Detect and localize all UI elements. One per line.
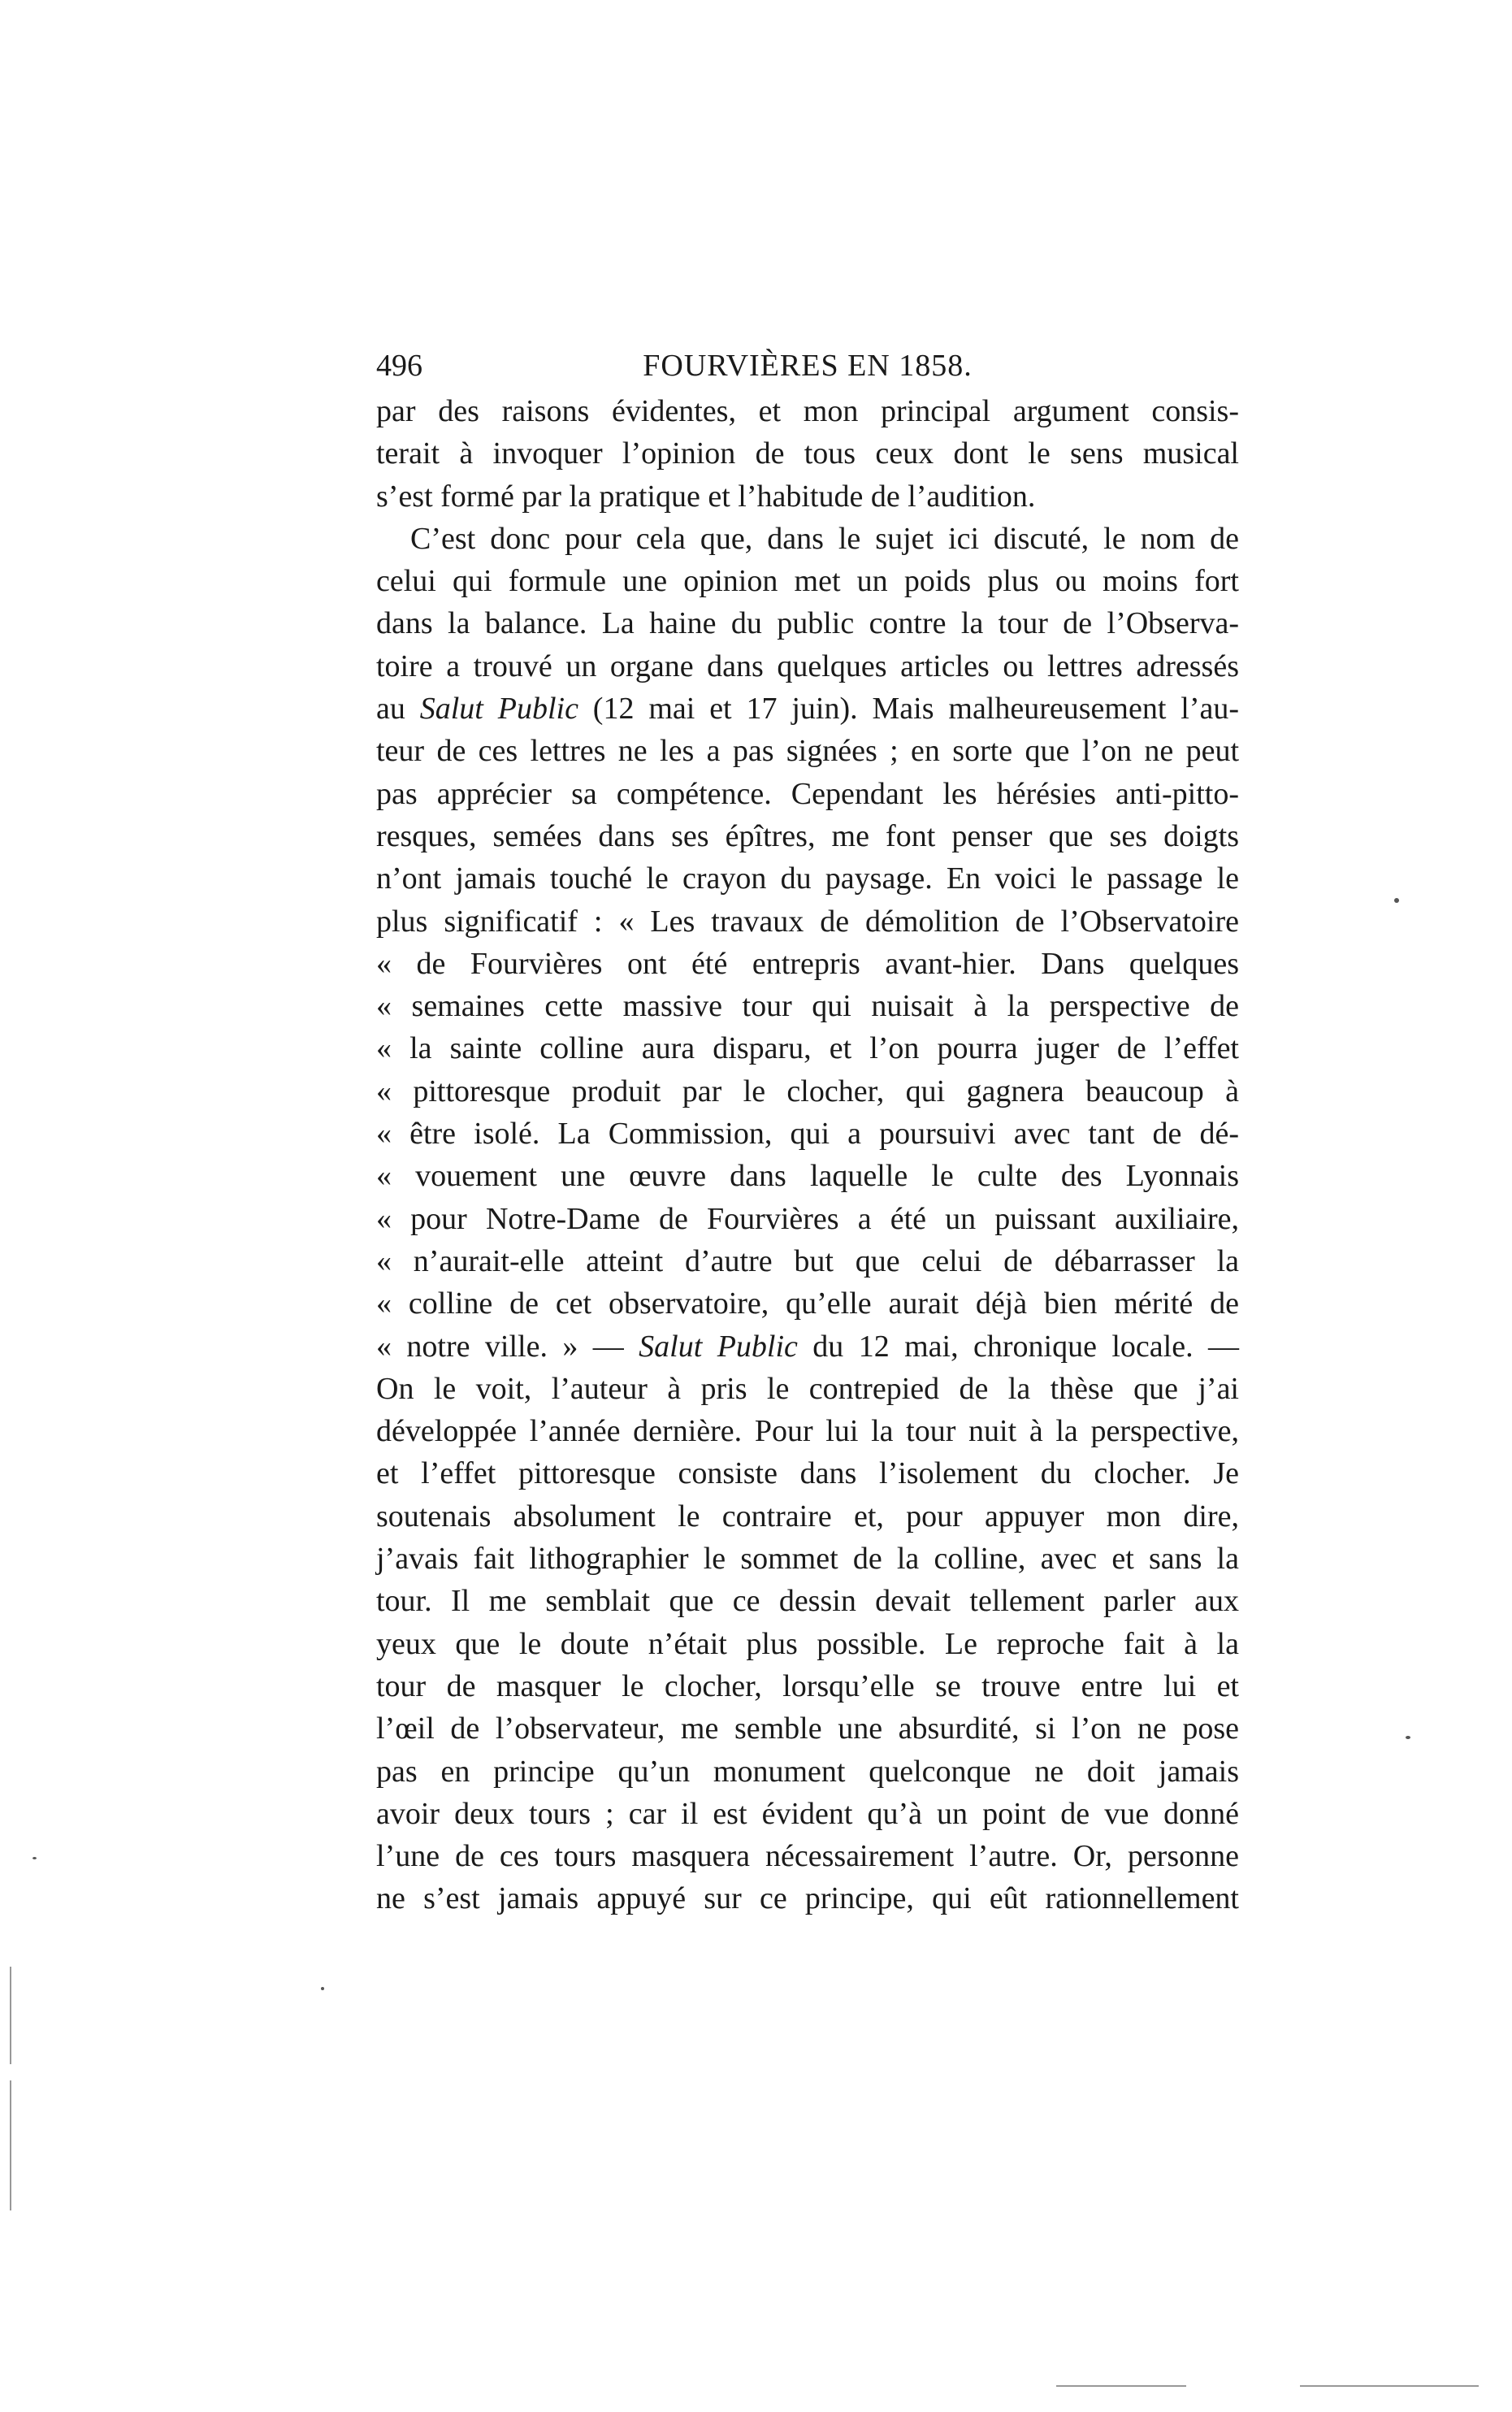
text-line: plus significatif : « Les travaux de démolition de l’Observatoire	[376, 904, 1239, 939]
text-line: tour de masquer le clocher, lorsqu’elle se trouve entre lui et	[376, 1668, 1239, 1703]
text-segment: (12 mai et 17 juin). Mais malheureusement l’au-	[578, 692, 1239, 727]
scan-edge-line	[1056, 2385, 1186, 2387]
italic-title: Salut Public	[419, 692, 578, 727]
text-line: s’est formé par la pratique et l’habitude de l’audition.	[376, 479, 1036, 514]
text-line: par des raisons évidentes, et mon principal argument consis-	[376, 394, 1239, 428]
text-line: soutenais absolument le contraire et, pour appuyer mon dire,	[376, 1499, 1239, 1534]
text-segment: du 12 mai, chronique locale. —	[797, 1329, 1239, 1364]
scan-edge-line	[10, 2080, 11, 2210]
italic-title: Salut Public	[639, 1329, 798, 1364]
text-line: j’avais fait lithographier le sommet de la colline, avec et sans la	[376, 1542, 1239, 1577]
scan-speck	[1394, 898, 1399, 903]
text-line: l’une de ces tours masquera nécessairement l’autre. Or, personne	[376, 1839, 1239, 1874]
scan-edge-line	[10, 1967, 11, 2064]
text-line: celui qui formule une opinion met un poids plus ou moins fort	[376, 564, 1239, 599]
text-line: ne s’est jamais appuyé sur ce principe, qui eût rationnellement	[376, 1881, 1239, 1916]
text-line: « être isolé. La Commission, qui a poursuivi avec tant de dé-	[376, 1117, 1239, 1152]
scan-speck	[321, 1987, 324, 1990]
text-line	[376, 1325, 1239, 1368]
text-line: teur de ces lettres ne les a pas signées ; en sorte que l’on ne peut	[376, 734, 1239, 769]
scan-edge-line	[1300, 2385, 1479, 2387]
text-line: pas apprécier sa compétence. Cependant les hérésies anti-pitto-	[376, 776, 1239, 811]
text-line: resques, semées dans ses épîtres, me font penser que ses doigts	[376, 818, 1239, 853]
text-line: toire a trouvé un organe dans quelques articles ou lettres adressés	[376, 649, 1239, 683]
text-line: « de Fourvières ont été entrepris avant-hier. Dans quelques	[376, 946, 1239, 981]
text-line: et l’effet pittoresque consiste dans l’isolement du clocher. Je	[376, 1456, 1239, 1491]
text-line: avoir deux tours ; car il est évident qu’à un point de vue donné	[376, 1796, 1239, 1831]
running-title: FOURVIÈRES EN 1858.	[643, 349, 973, 383]
text-segment: « notre ville. » —	[376, 1329, 639, 1364]
text-line: « la sainte colline aura disparu, et l’on pourra juger de l’effet	[376, 1031, 1239, 1066]
text-line: développée l’année dernière. Pour lui la tour nuit à la perspective,	[376, 1414, 1239, 1449]
text-line: « colline de cet observatoire, qu’elle aurait déjà bien mérité de	[376, 1286, 1239, 1321]
text-line: l’œil de l’observateur, me semble une absurdité, si l’on ne pose	[376, 1711, 1239, 1746]
text-line: dans la balance. La haine du public contre la tour de l’Observa-	[376, 606, 1239, 641]
text-line: « pour Notre-Dame de Fourvières a été un puissant auxiliaire,	[376, 1201, 1239, 1236]
text-line: C’est donc pour cela que, dans le sujet ici discuté, le nom de	[410, 521, 1239, 556]
text-segment: au	[376, 692, 420, 727]
text-line: « pittoresque produit par le clocher, qui gagnera beaucoup à	[376, 1074, 1239, 1108]
text-line: terait à invoquer l’opinion de tous ceux dont le sens musical	[376, 436, 1239, 471]
text-line: yeux que le doute n’était plus possible. Le reproche fait à la	[376, 1626, 1239, 1661]
page-number: 496	[376, 349, 422, 383]
text-line: « n’aurait-elle atteint d’autre but que celui de débarrasser la	[376, 1243, 1239, 1278]
scan-speck	[1406, 1736, 1410, 1739]
body-text	[376, 390, 1239, 1920]
text-line: tour. Il me semblait que ce dessin devait tellement parler aux	[376, 1584, 1239, 1619]
scan-speck	[32, 1857, 37, 1859]
text-line: n’ont jamais touché le crayon du paysage. En voici le passage le	[376, 861, 1239, 896]
page-header	[376, 341, 1239, 390]
text-line: « semaines cette massive tour qui nuisait à la perspective de	[376, 989, 1239, 1024]
text-line: On le voit, l’auteur à pris le contrepied de la thèse que j’ai	[376, 1371, 1239, 1406]
text-line: pas en principe qu’un monument quelconque ne doit jamais	[376, 1754, 1239, 1789]
text-line: « vouement une œuvre dans laquelle le culte des Lyonnais	[376, 1159, 1239, 1194]
text-line	[376, 688, 1239, 730]
